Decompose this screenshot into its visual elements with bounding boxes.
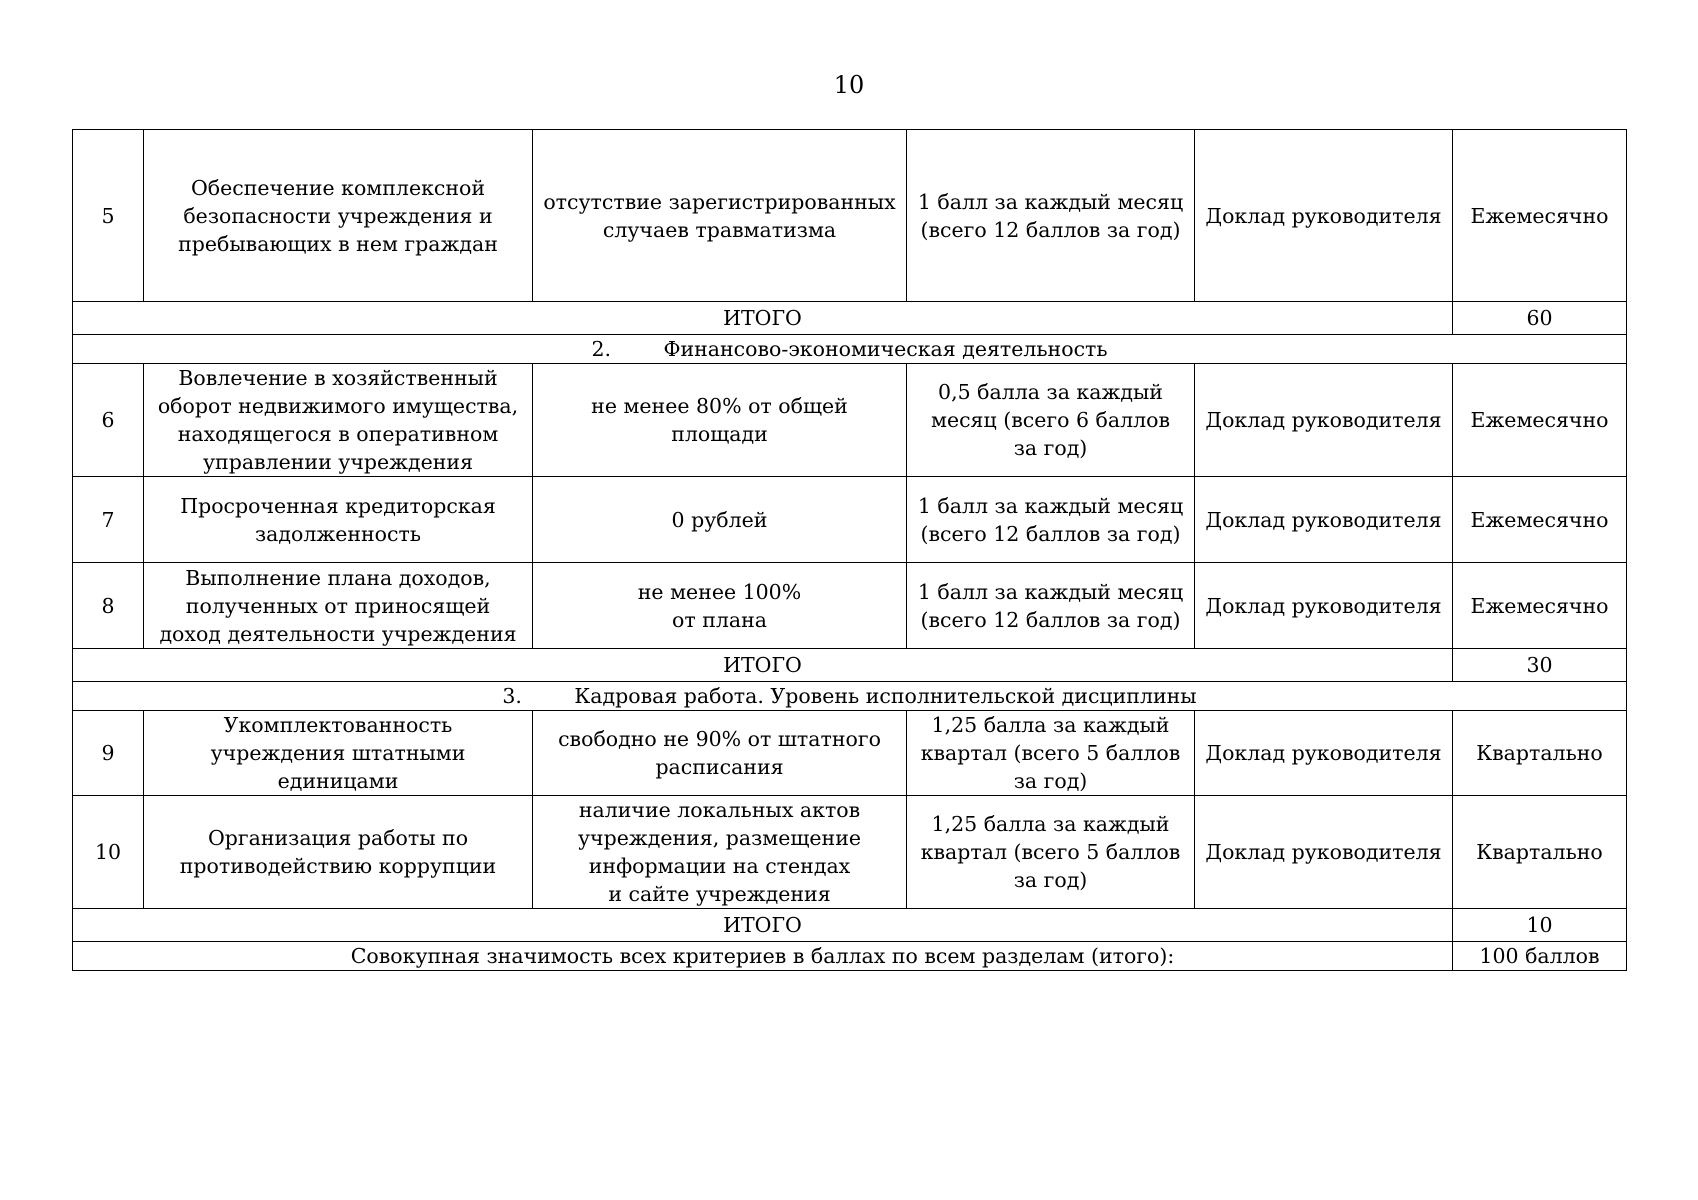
condition-line: наличие локальных актов учреждения, размещение информации на стендах xyxy=(577,798,862,878)
table-row xyxy=(73,364,1627,477)
section-header-row xyxy=(73,335,1627,364)
total-label: ИТОГО xyxy=(73,302,1453,335)
criterion-frequency: Ежемесячно xyxy=(1453,563,1627,649)
criteria-table xyxy=(72,129,1627,971)
criterion-reporting: Доклад руководителя xyxy=(1195,477,1453,563)
total-value: 30 xyxy=(1453,649,1627,682)
section-header-row xyxy=(73,682,1627,711)
total-label: ИТОГО xyxy=(73,909,1453,942)
criterion-number: 6 xyxy=(73,364,144,477)
criterion-points: 1,25 балла за каждый квартал (всего 5 баллов за год) xyxy=(907,711,1195,796)
table-row xyxy=(73,711,1627,796)
table-row xyxy=(73,563,1627,649)
table-row xyxy=(73,796,1627,909)
total-value: 60 xyxy=(1453,302,1627,335)
condition-line: и сайте учреждения xyxy=(608,882,831,906)
criterion-frequency: Ежемесячно xyxy=(1453,477,1627,563)
criterion-condition xyxy=(533,563,907,649)
section-header xyxy=(73,335,1627,364)
grand-total-value: 100 баллов xyxy=(1453,942,1627,971)
criterion-frequency: Квартально xyxy=(1453,796,1627,909)
criterion-frequency: Квартально xyxy=(1453,711,1627,796)
criterion-points: 1 балл за каждый месяц (всего 12 баллов за год) xyxy=(907,563,1195,649)
criterion-name: Просроченная кредиторская задолженность xyxy=(144,477,533,563)
criterion-reporting: Доклад руководителя xyxy=(1195,364,1453,477)
criterion-number: 5 xyxy=(73,130,144,302)
criterion-reporting: Доклад руководителя xyxy=(1195,563,1453,649)
criterion-name: Организация работы по противодействию коррупции xyxy=(144,796,533,909)
criterion-number: 8 xyxy=(73,563,144,649)
criterion-condition: не менее 80% от общей площади xyxy=(533,364,907,477)
condition-line: не менее 100% xyxy=(637,579,802,604)
criterion-condition: отсутствие зарегистрированных случаев травматизма xyxy=(533,130,907,302)
criterion-name: Укомплектованность учреждения штатными единицами xyxy=(144,711,533,796)
criterion-frequency: Ежемесячно xyxy=(1453,130,1627,302)
total-label: ИТОГО xyxy=(73,649,1453,682)
criterion-points: 1 балл за каждый месяц (всего 12 баллов за год) xyxy=(907,130,1195,302)
table-row xyxy=(73,130,1627,302)
section-number: 3. xyxy=(502,684,522,708)
condition-line: от плана xyxy=(672,607,767,632)
criterion-condition: свободно не 90% от штатного расписания xyxy=(533,711,907,796)
criterion-reporting: Доклад руководителя xyxy=(1195,711,1453,796)
criterion-points: 1 балл за каждый месяц (всего 12 баллов за год) xyxy=(907,477,1195,563)
criterion-name: Выполнение плана доходов, полученных от приносящей доход деятельности учреждения xyxy=(144,563,533,649)
criterion-condition: 0 рублей xyxy=(533,477,907,563)
section-title: Финансово-экономическая деятельность xyxy=(663,337,1108,361)
criterion-condition xyxy=(533,796,907,909)
criterion-frequency: Ежемесячно xyxy=(1453,364,1627,477)
total-row xyxy=(73,649,1627,682)
total-value: 10 xyxy=(1453,909,1627,942)
section-header xyxy=(73,682,1627,711)
grand-total-row xyxy=(73,942,1627,971)
criterion-number: 9 xyxy=(73,711,144,796)
total-row xyxy=(73,909,1627,942)
criterion-points: 1,25 балла за каждый квартал (всего 5 баллов за год) xyxy=(907,796,1195,909)
criterion-reporting: Доклад руководителя xyxy=(1195,796,1453,909)
criterion-name: Обеспечение комплексной безопасности учреждения и пребывающих в нем граждан xyxy=(144,130,533,302)
section-title: Кадровая работа. Уровень исполнительской дисциплины xyxy=(574,684,1197,708)
total-row xyxy=(73,302,1627,335)
criterion-number: 10 xyxy=(73,796,144,909)
criterion-points: 0,5 балла за каждый месяц (всего 6 баллов за год) xyxy=(907,364,1195,477)
grand-total-label: Совокупная значимость всех критериев в баллах по всем разделам (итого): xyxy=(73,942,1453,971)
criterion-reporting: Доклад руководителя xyxy=(1195,130,1453,302)
page-number: 10 xyxy=(833,71,865,99)
criterion-name: Вовлечение в хозяйственный оборот недвижимого имущества, находящегося в оперативном управлении учреждения xyxy=(144,364,533,477)
criterion-number: 7 xyxy=(73,477,144,563)
section-number: 2. xyxy=(591,337,612,361)
table-row xyxy=(73,477,1627,563)
